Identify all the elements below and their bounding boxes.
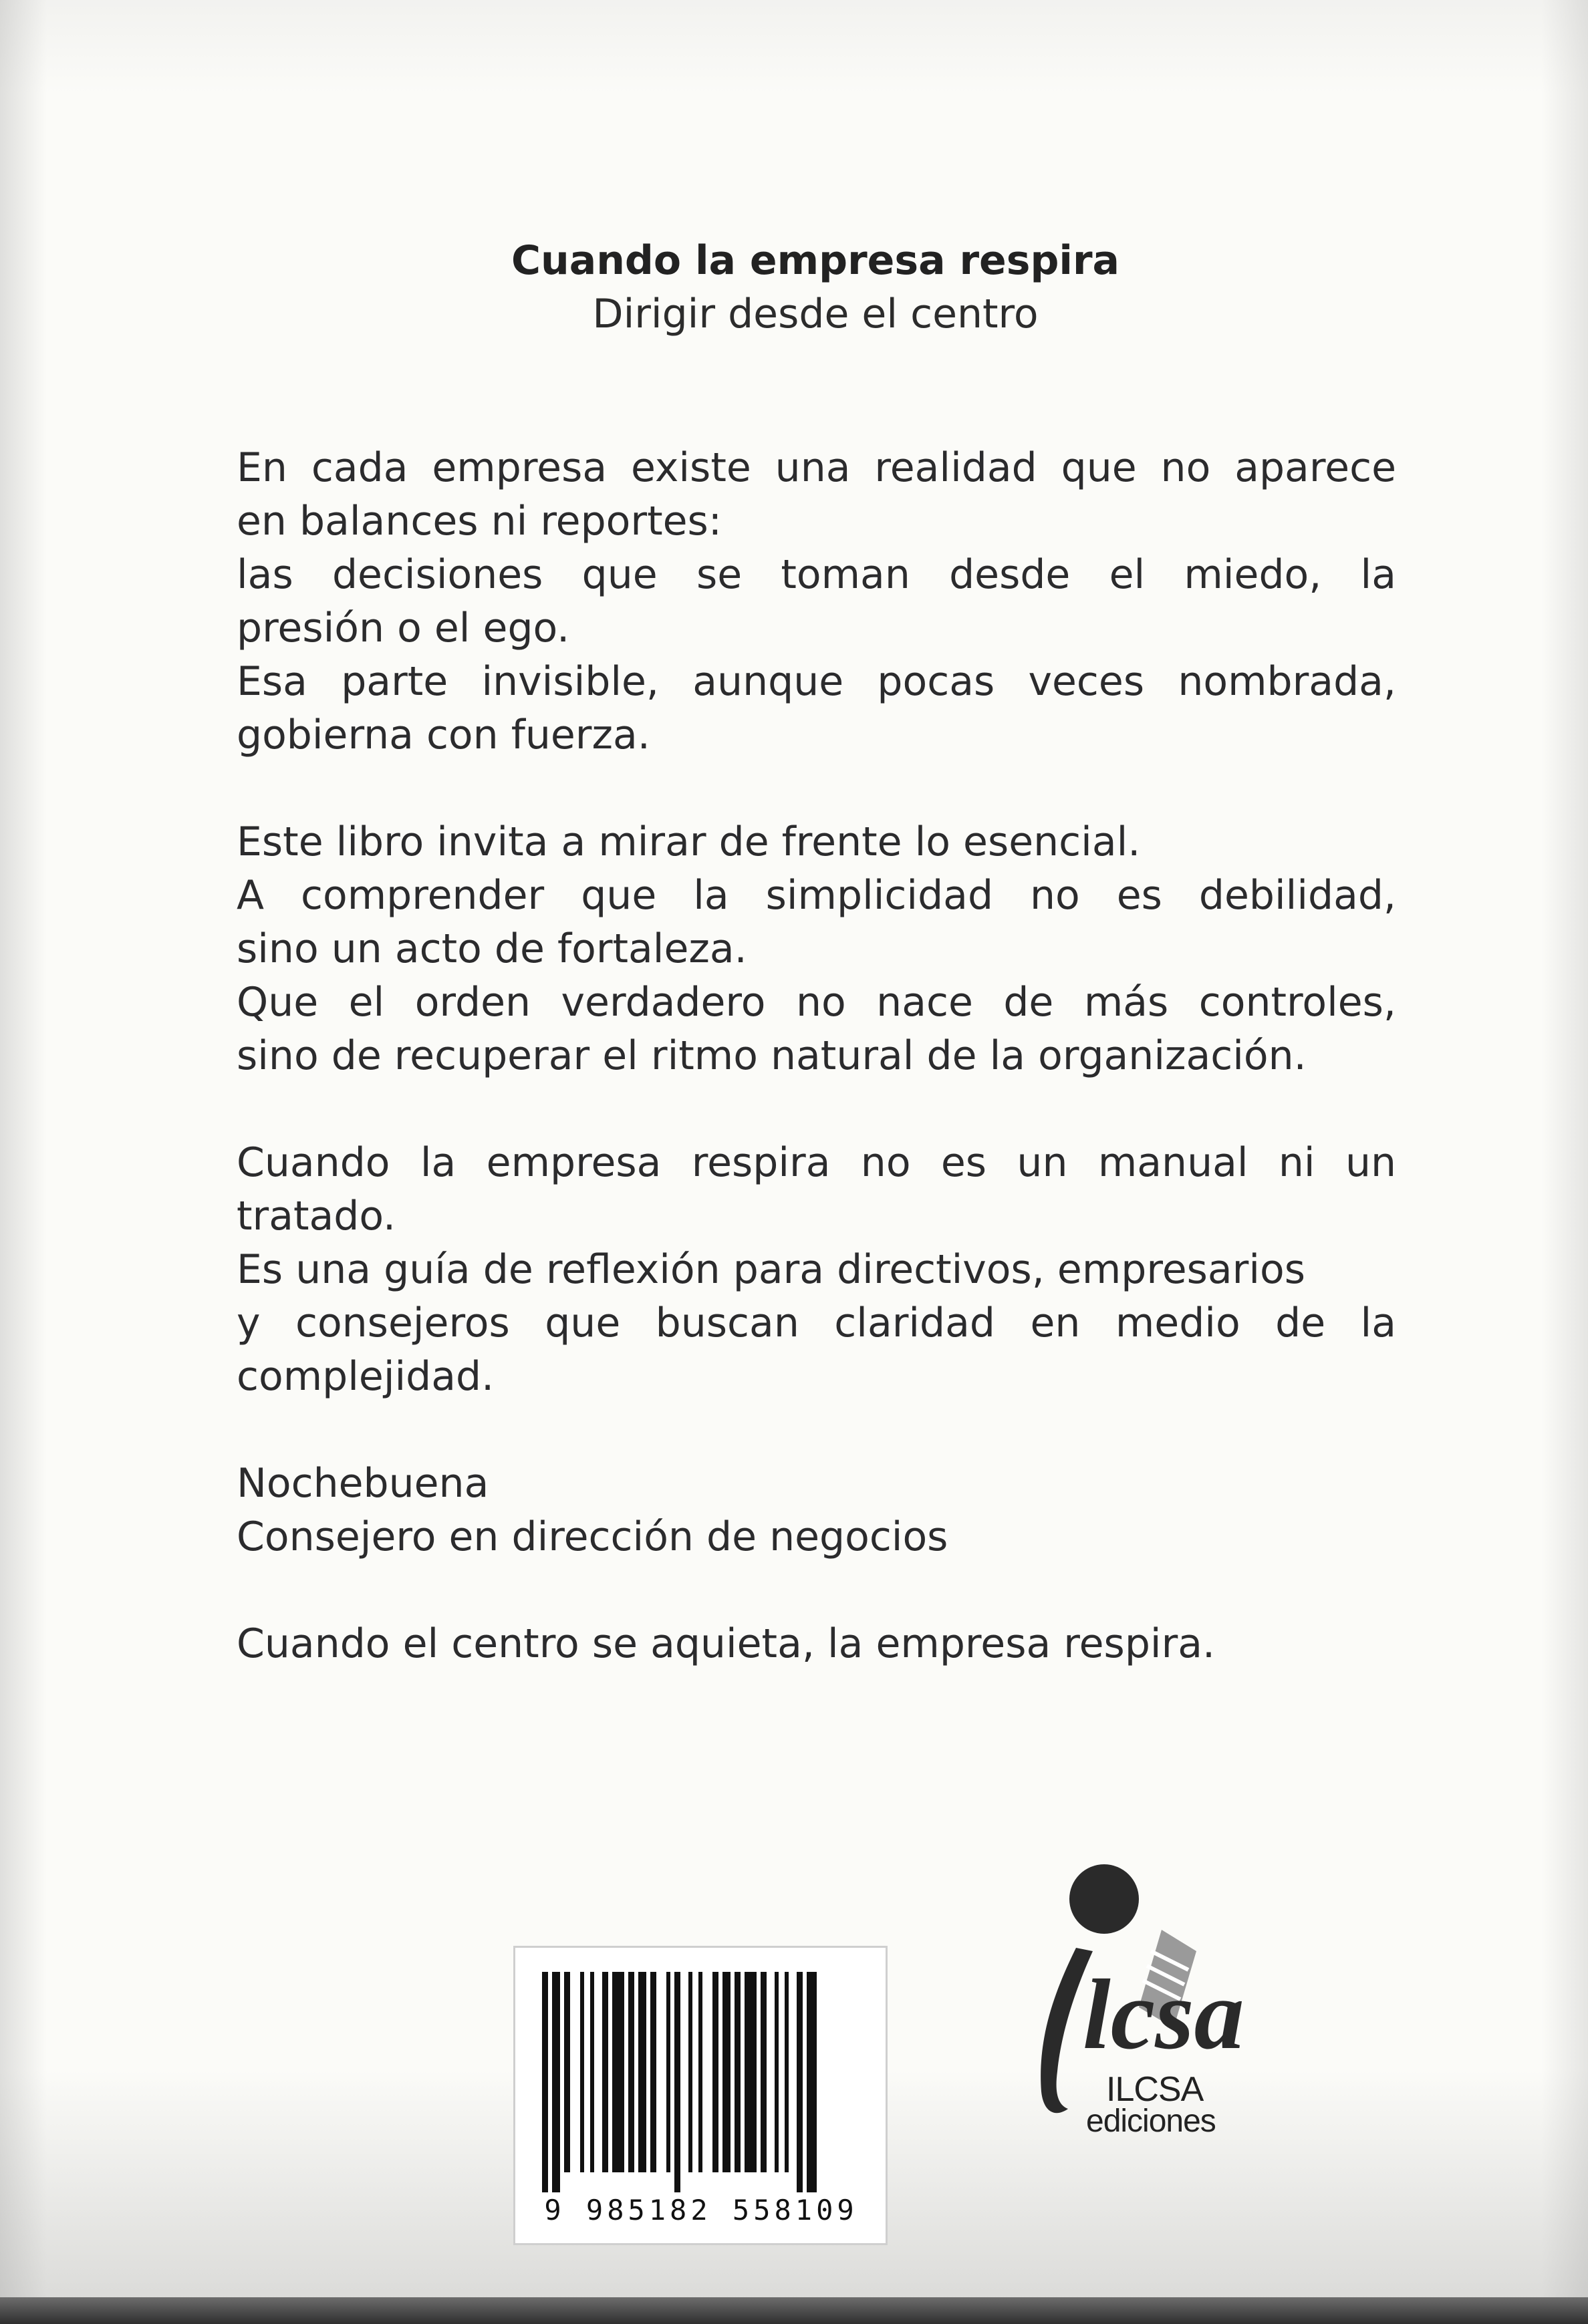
isbn-number: 9 985182 558109 (544, 2194, 858, 2226)
text-line: gobierna con fuerza. (237, 712, 650, 758)
text-line: En cada empresa existe una realidad que no aparece (237, 444, 1396, 491)
text-line: tratado. (237, 1193, 396, 1240)
text-line: sino de recuperar el ritmo natural de la organización. (237, 1032, 1307, 1079)
text-line: Cuando la empresa respira no es un manual ni un (237, 1139, 1396, 1186)
text-line: complejidad. (237, 1353, 495, 1400)
paragraph-intro (237, 441, 1396, 762)
text-line: las decisiones que se toman desde el miedo, la (237, 551, 1396, 598)
barcode-bar (797, 1972, 803, 2192)
barcode-bar (650, 1972, 656, 2172)
text-line: en balances ni reportes: (237, 498, 722, 545)
isbn-barcode (513, 1946, 888, 2245)
barcode-bar (638, 1972, 646, 2172)
closing-line (237, 1617, 1396, 1671)
text-line: Esa parte invisible, aunque pocas veces nombrada, (237, 658, 1396, 705)
text-line: Es una guía de reflexión para directivos, empresarios (237, 1246, 1305, 1293)
book-subtitle: Dirigir desde el centro (592, 291, 1039, 337)
barcode-bar (674, 1972, 680, 2192)
text-line: presión o el ego. (237, 605, 570, 651)
title-block (0, 234, 1588, 341)
barcode-bar (785, 1972, 789, 2172)
barcode-bar (580, 1972, 584, 2172)
text-line: A comprender que la simplicidad no es debilidad, (237, 872, 1396, 919)
barcode-bar (745, 1972, 757, 2172)
barcode-bar (602, 1972, 608, 2172)
publisher-name: ILCSA (1106, 2070, 1204, 2109)
barcode-bar (775, 1972, 779, 2172)
barcode-bar (761, 1972, 767, 2172)
barcode-bar (807, 1972, 817, 2192)
barcode-bar (612, 1972, 624, 2172)
text-line: sino un acto de fortaleza. (237, 925, 747, 972)
paragraph-invitation (237, 815, 1396, 1082)
barcode-bar (688, 1972, 692, 2172)
barcode-bar (628, 1972, 634, 2172)
barcode-bar (722, 1972, 731, 2172)
text-line: Que el orden verdadero no nace de más controles, (237, 979, 1396, 1026)
author-role: Consejero en dirección de negocios (237, 1513, 948, 1560)
barcode-bar (590, 1972, 594, 2172)
barcode-bar (666, 1972, 670, 2172)
author-block (237, 1457, 1396, 1564)
cover-edge (0, 2297, 1588, 2324)
text-line: y consejeros que buscan claridad en medio de la (237, 1300, 1396, 1346)
text-line: Este libro invita a mirar de frente lo esencial. (237, 819, 1141, 865)
logo-dot-icon (1069, 1864, 1139, 1934)
author-name: Nochebuena (237, 1460, 489, 1507)
barcode-bar (564, 1972, 570, 2172)
logo-letters: lcsa (1083, 1959, 1244, 2070)
synopsis-text (237, 441, 1396, 1724)
barcode-bar (552, 1972, 560, 2192)
barcode-bar (712, 1972, 718, 2172)
book-title: Cuando la empresa respira (511, 237, 1120, 284)
barcode-bars (515, 1948, 887, 2195)
text-line: Cuando el centro se aquieta, la empresa respira. (237, 1620, 1216, 1667)
publisher-sub: ediciones (1086, 2103, 1216, 2139)
paragraph-description (237, 1136, 1396, 1403)
barcode-bar (542, 1972, 548, 2192)
barcode-bar (698, 1972, 702, 2172)
barcode-bar (735, 1972, 741, 2172)
